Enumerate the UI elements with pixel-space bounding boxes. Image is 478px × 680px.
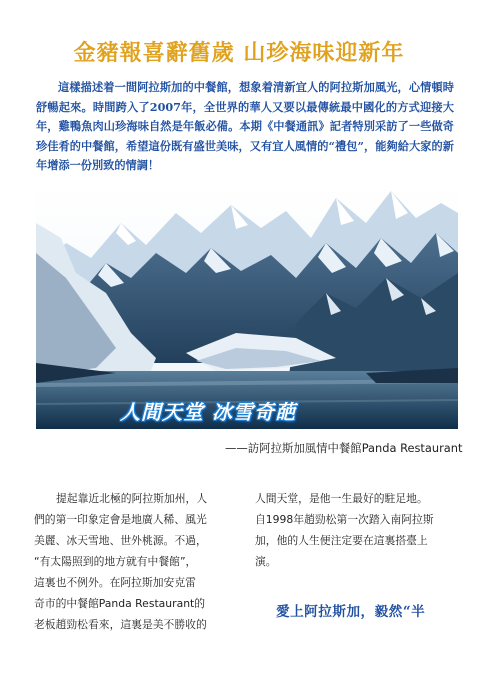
body-line: 自1998年趙勁松第一次踏入南阿拉斯 bbox=[255, 513, 434, 526]
body-line: 這裏也不例外。在阿拉斯加安克雷 bbox=[34, 576, 196, 589]
body-line: 奇市的中餐館Panda Restaurant的 bbox=[34, 597, 206, 610]
intro-paragraph: 這樣描述着一間阿拉斯加的中餐館，想象着清新宜人的阿拉斯加風光，心情頓時舒暢起來。時間跨入了2007年，全世界的華人又要以最傳統最中國化的方式迎接大年，雞鴨魚肉山珍海味自然是年飯必備。本期《中餐通訊》記者特別采訪了一些做奇珍佳肴的中餐館，希望這份既有盛世美味，又有宜人風情的“禮包”，能夠給大家的新年增添一份別致的情調！ bbox=[36, 80, 454, 173]
body-column-left bbox=[34, 488, 240, 635]
body-column-right bbox=[255, 488, 465, 572]
body-line: 美麗、冰天雪地、世外桃源。不過， bbox=[34, 534, 207, 547]
mountain-photo-illustration bbox=[36, 183, 458, 429]
section-subhead: 愛上阿拉斯加，毅然“半 bbox=[276, 604, 426, 620]
headline: 金豬報喜辭舊歲 山珍海味迎新年 bbox=[73, 40, 405, 66]
body-line: 加，他的人生便注定要在這裏搭臺上 bbox=[255, 534, 428, 547]
body-line: 演。 bbox=[255, 555, 277, 568]
mountain-photo bbox=[36, 183, 458, 429]
body-line: 提起靠近北極的阿拉斯加州，人 bbox=[56, 492, 208, 505]
body-line: 們的第一印象定會是地廣人稀、風光 bbox=[34, 513, 207, 526]
body-line: 老板趙勁松看來，這裏是美不勝收的 bbox=[34, 618, 207, 631]
photo-title: 人間天堂 冰雪奇葩 bbox=[120, 400, 296, 424]
byline: ——訪阿拉斯加風情中餐館Panda Restaurant bbox=[225, 441, 463, 455]
body-line: “有太陽照到的地方就有中餐館”， bbox=[34, 555, 197, 568]
body-line: 人間天堂，是他一生最好的駐足地。 bbox=[255, 492, 428, 505]
